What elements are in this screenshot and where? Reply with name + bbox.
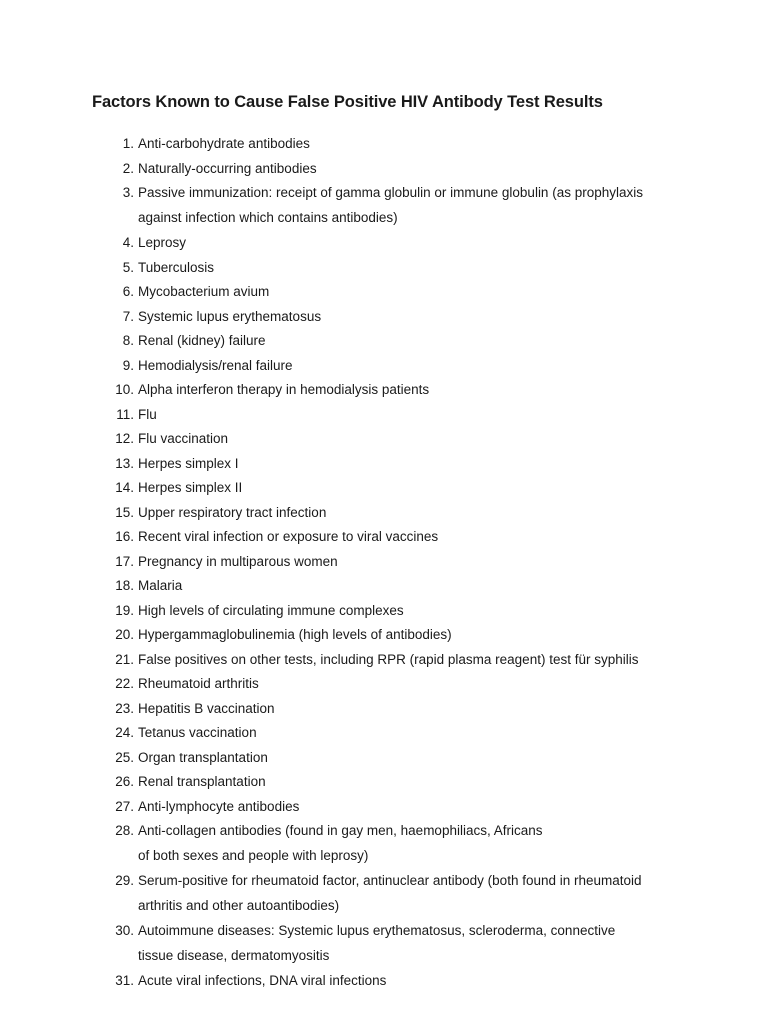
- list-item-line: of both sexes and people with leprosy): [138, 847, 369, 863]
- list-item-number: 7.: [122, 308, 134, 324]
- list-item-text: [138, 280, 768, 305]
- list-item-line: Organ transplantation: [138, 749, 268, 765]
- list-item-number: 10.: [115, 382, 134, 397]
- list-item-text: [138, 648, 768, 673]
- list-item-line: False positives on other tests, including RPR (rapid plasma reagent) test für syphilis: [138, 651, 639, 667]
- list-item-line: Flu vaccination: [138, 431, 229, 446]
- list-item-number: 20.: [115, 627, 134, 642]
- list-item-line: against infection which contains antibodies): [138, 209, 398, 225]
- list-item: [0, 329, 768, 354]
- list-item-text: [138, 969, 768, 994]
- list-item-number: 24.: [115, 725, 134, 740]
- list-item-line: Recent viral infection or exposure to viral vaccines: [138, 529, 439, 544]
- list-item: [0, 256, 768, 281]
- list-item-text: [138, 329, 768, 354]
- list-item-line: Passive immunization: receipt of gamma globulin or immune globulin (as prophylaxis: [138, 185, 643, 200]
- list-item-number: 23.: [115, 700, 134, 716]
- list-item-text: [138, 795, 768, 820]
- list-item-text: [138, 574, 768, 599]
- list-item-text: [138, 770, 768, 795]
- list-item-line: Hypergammaglobulinemia (high levels of antibodies): [138, 627, 452, 642]
- list-item-text: [138, 403, 768, 428]
- list-item-text: [138, 354, 768, 379]
- list-item-line: Tetanus vaccination: [138, 725, 257, 740]
- list-item-line: Acute viral infections, DNA viral infections: [138, 973, 387, 988]
- list-item-line: Systemic lupus erythematosus: [138, 308, 322, 324]
- list-item-text: [138, 181, 768, 230]
- list-item: [0, 132, 768, 157]
- list-item-text: [138, 231, 768, 256]
- list-item-number: 26.: [115, 774, 134, 789]
- list-item-line: Malaria: [138, 578, 183, 593]
- list-item-line: Rheumatoid arthritis: [138, 676, 259, 691]
- list-item-text: [138, 869, 768, 918]
- list-item-text: [138, 476, 768, 501]
- list-item-number: 22.: [115, 676, 134, 691]
- list-item-line: Anti-collagen antibodies (found in gay men, haemophiliacs, Africans: [138, 823, 543, 838]
- list-item-number: 17.: [115, 553, 134, 569]
- list-item-number: 12.: [115, 431, 134, 446]
- list-item: [0, 623, 768, 648]
- list-item-line: Flu: [138, 406, 157, 422]
- list-item-number: 2.: [122, 160, 134, 176]
- list-item-text: [138, 819, 768, 868]
- list-item-text: [138, 501, 768, 526]
- list-item: [0, 280, 768, 305]
- document-title: Factors Known to Cause False Positive HIV Antibody Test Results: [92, 93, 603, 111]
- list-item-line: arthritis and other autoantibodies): [138, 897, 340, 913]
- list-item-text: [138, 132, 768, 157]
- list-item-number: 31.: [115, 973, 134, 988]
- list-item-line: High levels of circulating immune complexes: [138, 602, 404, 618]
- list-item: [0, 378, 768, 403]
- list-item: [0, 721, 768, 746]
- list-item: [0, 231, 768, 256]
- list-item: [0, 427, 768, 452]
- factor-list: [0, 132, 768, 994]
- list-item-number: 9.: [122, 357, 134, 373]
- list-item: [0, 550, 768, 575]
- list-item-text: [138, 525, 768, 550]
- list-item-line: Anti-lymphocyte antibodies: [138, 798, 300, 814]
- list-item-text: [138, 697, 768, 722]
- list-item-line: Hemodialysis/renal failure: [138, 357, 293, 373]
- list-item-number: 21.: [115, 651, 134, 667]
- list-item: [0, 181, 768, 231]
- list-item-line: Leprosy: [138, 235, 187, 250]
- list-item-number: 11.: [116, 406, 134, 422]
- list-item-text: [138, 378, 768, 403]
- list-item-number: 5.: [122, 259, 134, 275]
- list-item-line: Herpes simplex I: [138, 455, 239, 471]
- list-item-text: [138, 452, 768, 477]
- list-item: [0, 403, 768, 428]
- list-item-number: 4.: [122, 235, 134, 250]
- list-item-line: Herpes simplex II: [138, 480, 243, 495]
- list-item: [0, 869, 768, 919]
- list-item-line: Renal transplantation: [138, 774, 266, 789]
- list-item: [0, 969, 768, 994]
- list-item-line: Upper respiratory tract infection: [138, 504, 327, 520]
- list-item-line: tissue disease, dermatomyositis: [138, 947, 330, 963]
- list-item-line: Renal (kidney) failure: [138, 333, 266, 348]
- list-item-text: [138, 305, 768, 330]
- list-item: [0, 819, 768, 869]
- list-item: [0, 648, 768, 673]
- list-item: [0, 305, 768, 330]
- list-item-number: 19.: [115, 602, 134, 618]
- list-item: [0, 501, 768, 526]
- list-item-line: Autoimmune diseases: Systemic lupus erythematosus, scleroderma, connective: [138, 923, 616, 938]
- list-item-number: 27.: [115, 798, 134, 814]
- list-item: [0, 795, 768, 820]
- list-item: [0, 354, 768, 379]
- list-item-text: [138, 721, 768, 746]
- list-item-text: [138, 157, 768, 182]
- list-item-number: 16.: [115, 529, 134, 544]
- list-item-text: [138, 599, 768, 624]
- list-item-text: [138, 256, 768, 281]
- list-item-line: Pregnancy in multiparous women: [138, 553, 338, 569]
- list-item-number: 18.: [115, 578, 134, 593]
- list-item-text: [138, 672, 768, 697]
- list-item: [0, 157, 768, 182]
- list-item-number: 25.: [115, 749, 134, 765]
- list-item-number: 8.: [122, 333, 134, 348]
- list-item-number: 14.: [115, 480, 134, 495]
- list-item-line: Hepatitis B vaccination: [138, 700, 275, 716]
- list-item-number: 28.: [115, 823, 134, 838]
- list-item-line: Serum-positive for rheumatoid factor, antinuclear antibody (both found in rheumatoid: [138, 873, 642, 888]
- list-item-text: [138, 746, 768, 771]
- list-item: [0, 672, 768, 697]
- list-item-line: Anti-carbohydrate antibodies: [138, 136, 310, 151]
- list-item-number: 3.: [122, 185, 134, 200]
- list-item-number: 6.: [122, 284, 134, 299]
- list-item-number: 13.: [115, 455, 134, 471]
- list-item: [0, 919, 768, 969]
- list-item: [0, 476, 768, 501]
- list-item: [0, 574, 768, 599]
- list-item-line: Mycobacterium avium: [138, 284, 270, 299]
- list-item: [0, 525, 768, 550]
- list-item-number: 1.: [122, 136, 134, 151]
- list-item-text: [138, 550, 768, 575]
- list-item-number: 29.: [115, 873, 134, 888]
- list-item: [0, 697, 768, 722]
- list-item: [0, 746, 768, 771]
- list-item-line: Alpha interferon therapy in hemodialysis patients: [138, 382, 430, 397]
- list-item-number: 15.: [115, 504, 134, 520]
- list-item: [0, 770, 768, 795]
- list-item: [0, 452, 768, 477]
- list-item-text: [138, 919, 768, 968]
- list-item: [0, 599, 768, 624]
- list-item-line: Naturally-occurring antibodies: [138, 160, 317, 176]
- list-item-number: 30.: [115, 923, 134, 938]
- list-item-line: Tuberculosis: [138, 259, 215, 275]
- list-item-text: [138, 427, 768, 452]
- list-item-text: [138, 623, 768, 648]
